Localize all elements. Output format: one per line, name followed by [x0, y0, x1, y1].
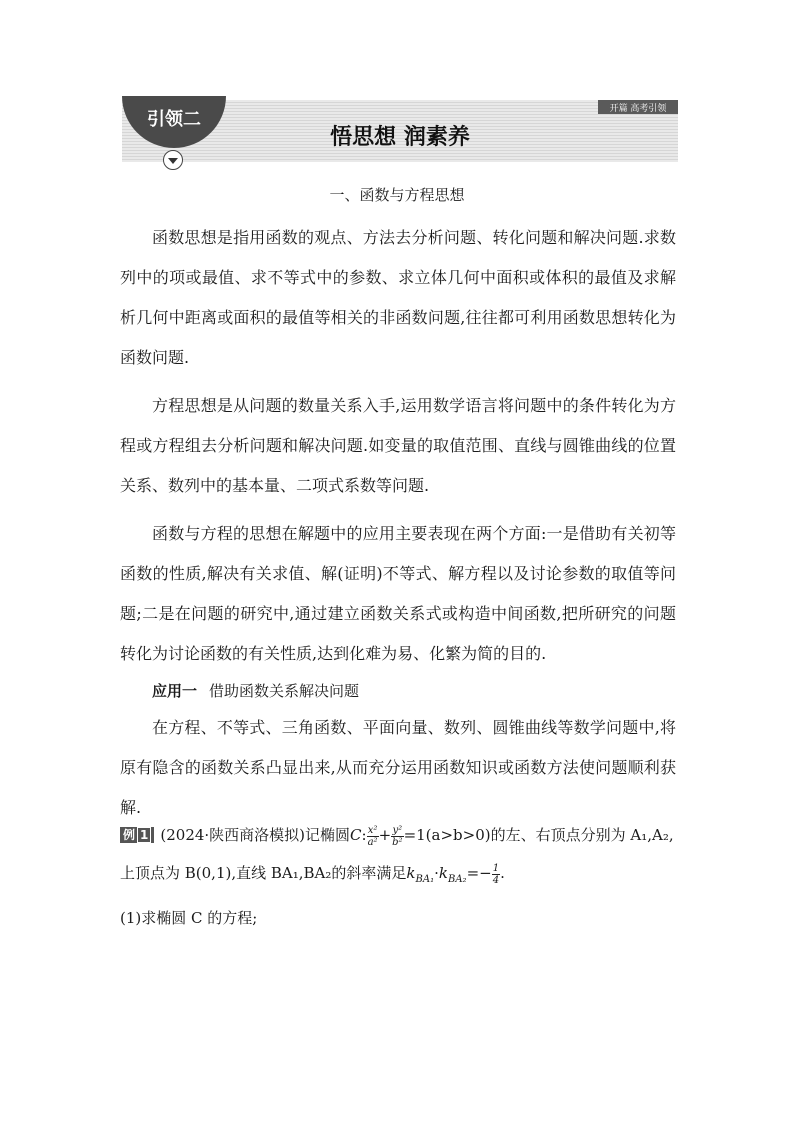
page-title: 悟思想 润素养	[330, 125, 470, 150]
paragraph-application: 函数与方程的思想在解题中的应用主要表现在两个方面:一是借助有关初等函数的性质,解决有关求值、解(证明)不等式、解方程以及讨论参数的取值等问题;二是在问题的研究中,通过建立函数关系式或构造中间函数,把所研究的问题转化为讨论函数的有关性质,达到化难为易、化繁为简的目的.	[120, 524, 676, 663]
slope-sub-1: BA₁	[415, 874, 435, 885]
paragraph-equation-idea: 方程思想是从问题的数量关系入手,运用数学语言将问题中的条件转化为方程或方程组去分析问题和解决问题.如变量的取值范围、直线与圆锥曲线的位置关系、数列中的基本量、二项式系数等问题.	[120, 396, 676, 495]
ellipse-name: C	[350, 826, 362, 844]
application-label: 应用一	[152, 682, 198, 700]
quarter-fraction	[492, 863, 500, 886]
quarter-denominator: 4	[492, 874, 500, 886]
period: .	[500, 864, 505, 882]
section-heading: 一、函数与方程思想	[329, 186, 465, 204]
equation-rest: =1(a>b>0)的左、右顶点分别为 A₁,A₂,	[403, 826, 674, 844]
chapter-badge: 引领二	[122, 96, 226, 148]
quarter-numerator: 1	[492, 862, 500, 874]
x-denominator: a²	[367, 836, 378, 848]
y-denominator: b²	[392, 836, 403, 848]
question-1: (1)求椭圆 C 的方程;	[120, 909, 258, 927]
example-line2-text: 上顶点为 B(0,1),直线 BA₁,BA₂的斜率满足	[120, 864, 407, 882]
example-block	[120, 816, 680, 937]
example-badge-number: 1	[137, 827, 151, 843]
example-badge	[120, 827, 154, 843]
body-content	[120, 218, 676, 828]
x-numerator: x²	[367, 824, 378, 836]
x-fraction	[367, 825, 379, 848]
slope-k2: k	[438, 864, 448, 882]
example-badge-label: 例	[123, 828, 136, 842]
section-tag: 开篇 高考引领	[598, 100, 678, 114]
colon: :	[361, 826, 367, 844]
slope-sub-2: BA₂	[447, 874, 467, 885]
equals-minus: =−	[466, 864, 492, 882]
plus-sign: +	[378, 826, 392, 844]
y-numerator: y²	[392, 824, 403, 836]
application-text: 在方程、不等式、三角函数、平面向量、数列、圆锥曲线等数学问题中,将原有隐含的函数关系凸显出来,从而充分运用函数知识或函数方法使问题顺利获解.	[120, 718, 676, 817]
y-fraction	[391, 825, 403, 848]
application-heading	[120, 674, 676, 708]
application-title: 借助函数关系解决问题	[209, 682, 360, 700]
example-source: (2024·陕西商洛模拟)记椭圆	[160, 826, 351, 844]
example-line-1	[120, 816, 680, 854]
dot: ·	[434, 864, 439, 882]
chevron-down-icon[interactable]	[163, 150, 183, 170]
slope-k1: k	[406, 864, 416, 882]
example-line-2	[120, 854, 680, 899]
paragraph-function-idea: 函数思想是指用函数的观点、方法去分析问题、转化问题和解决问题.求数列中的项或最值、求不等式中的参数、求立体几何中面积或体积的最值及求解析几何中距离或面积的最值等相关的非函数问题,往往都可利用函数思想转化为函数问题.	[120, 228, 676, 367]
